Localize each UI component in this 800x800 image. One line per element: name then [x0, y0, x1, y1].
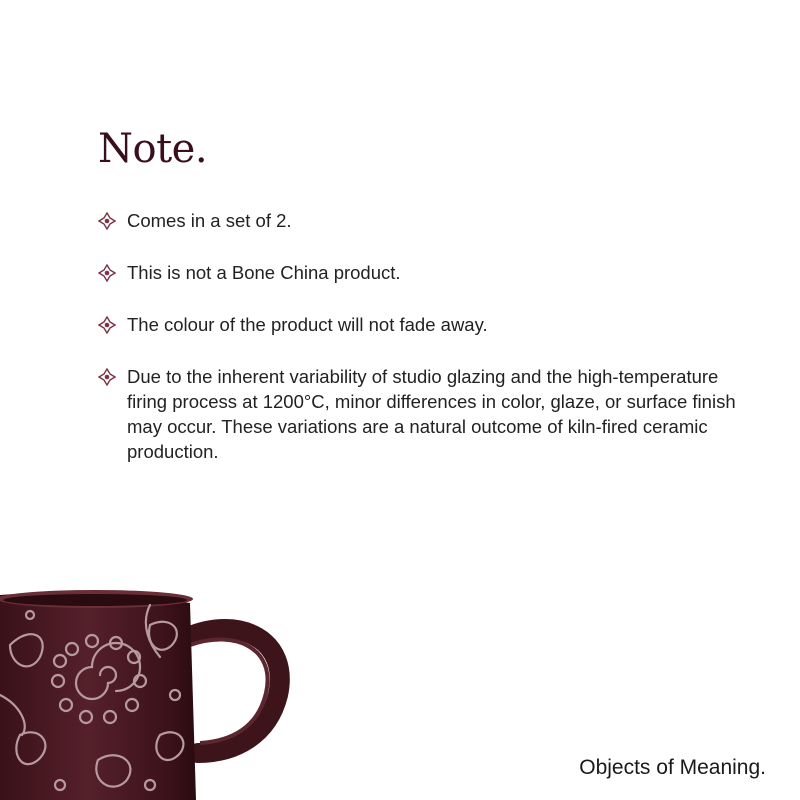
flower-bullet-icon	[98, 368, 116, 386]
page-title: Note.	[98, 126, 208, 172]
list-item	[98, 260, 738, 285]
flower-bullet-icon	[98, 264, 116, 282]
list-item	[98, 208, 738, 233]
mug-image	[0, 585, 300, 800]
flower-bullet-icon	[98, 316, 116, 334]
brand-name: Objects of Meaning.	[579, 756, 766, 779]
note-text: Due to the inherent variability of studio glazing and the high-temperature firing process at 1200°C, minor differences in color, glaze, or surface finish may occur. These variations are a natural outcome of kiln-fired ceramic production.	[127, 366, 736, 462]
list-item	[98, 364, 738, 464]
note-text: This is not a Bone China product.	[127, 262, 401, 283]
note-text: The colour of the product will not fade away.	[127, 314, 488, 335]
notes-list	[98, 208, 738, 491]
flower-bullet-icon	[98, 212, 116, 230]
note-text: Comes in a set of 2.	[127, 210, 292, 231]
list-item	[98, 312, 738, 337]
